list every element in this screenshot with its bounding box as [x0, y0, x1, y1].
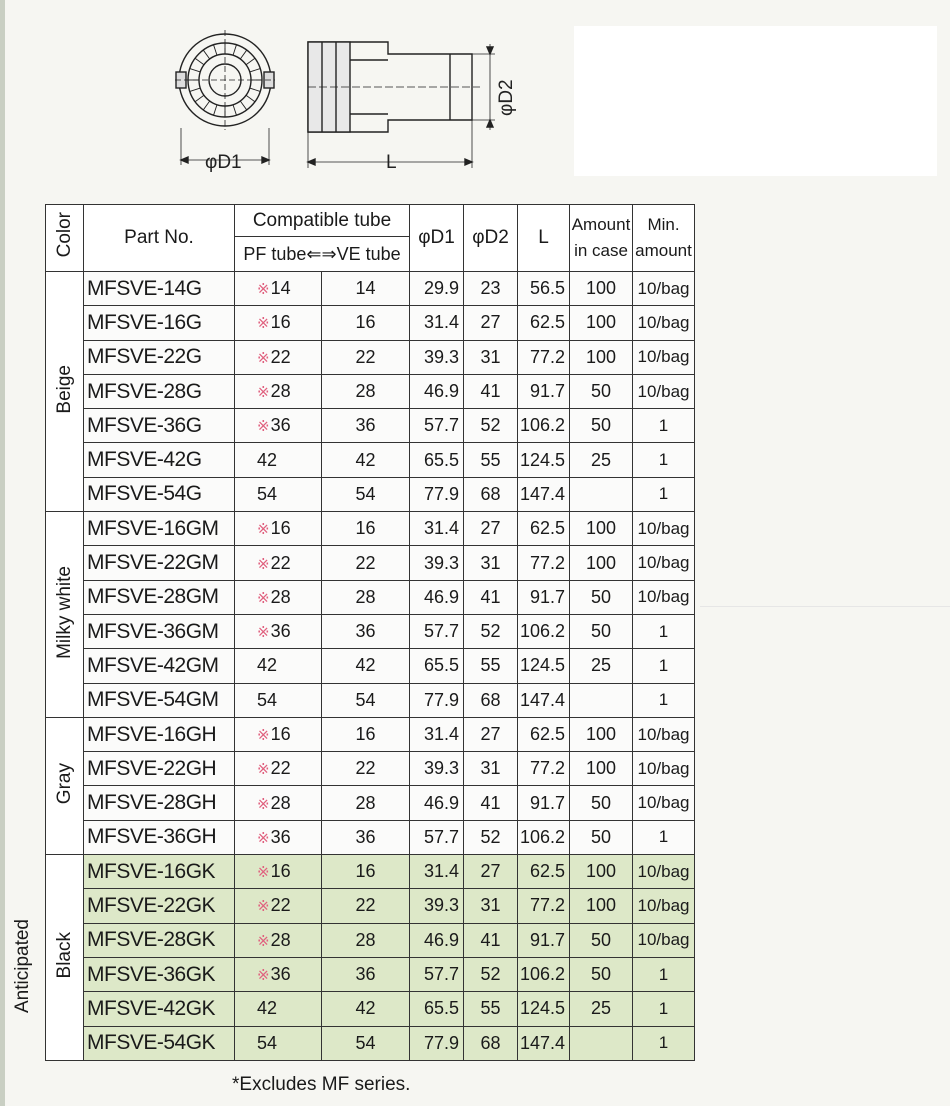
- l-cell: 77.2: [518, 340, 570, 374]
- d1-cell: 39.3: [410, 889, 464, 923]
- d2-cell: 41: [464, 580, 518, 614]
- l-cell: 124.5: [518, 992, 570, 1026]
- d1-cell: 57.7: [410, 409, 464, 443]
- min-amount-cell: 10/bag: [633, 512, 695, 546]
- part-number-cell: MFSVE-22GH: [84, 752, 235, 786]
- excluded-mark: ※: [257, 589, 270, 607]
- table-row: [46, 820, 695, 854]
- d1-cell: 29.9: [410, 272, 464, 306]
- table-row: [46, 957, 695, 991]
- min-amount-cell: 1: [633, 683, 695, 717]
- color-group-label: Beige: [46, 272, 84, 512]
- ve-tube-cell: 28: [322, 580, 410, 614]
- excluded-mark: ※: [257, 521, 270, 539]
- table-row: [46, 683, 695, 717]
- pf-tube-value: 54: [257, 483, 278, 504]
- pf-tube-value: 42: [257, 449, 278, 470]
- product-drawing: [150, 20, 530, 180]
- ve-tube-cell: 36: [322, 614, 410, 648]
- table-row: [46, 752, 695, 786]
- ve-tube-cell: 16: [322, 855, 410, 889]
- amount-in-case-cell: 50: [570, 923, 633, 957]
- d1-cell: 31.4: [410, 306, 464, 340]
- d2-cell: 68: [464, 477, 518, 511]
- min-amount-cell: 10/bag: [633, 855, 695, 889]
- excluded-mark: ※: [257, 624, 270, 642]
- d1-cell: 39.3: [410, 546, 464, 580]
- l-cell: 62.5: [518, 717, 570, 751]
- table-row: [46, 340, 695, 374]
- d2-cell: 41: [464, 923, 518, 957]
- d1-dimension-label: φD1: [205, 152, 242, 173]
- min-amount-cell: 10/bag: [633, 546, 695, 580]
- min-amount-cell: 10/bag: [633, 272, 695, 306]
- pf-tube-cell: [235, 649, 322, 683]
- ve-tube-cell: 42: [322, 649, 410, 683]
- l-cell: 91.7: [518, 374, 570, 408]
- amount-in-case-cell: 100: [570, 340, 633, 374]
- ve-tube-cell: 16: [322, 512, 410, 546]
- part-number-cell: MFSVE-22G: [84, 340, 235, 374]
- excluded-mark: ※: [257, 829, 270, 847]
- min-amount-cell: 10/bag: [633, 340, 695, 374]
- d1-cell: 46.9: [410, 374, 464, 408]
- pf-tube-cell: [235, 477, 322, 511]
- amount-in-case-cell: 100: [570, 306, 633, 340]
- ve-tube-cell: 22: [322, 752, 410, 786]
- spec-table: [45, 204, 695, 1061]
- amount-in-case-cell: 100: [570, 889, 633, 923]
- table-row: [46, 580, 695, 614]
- min-amount-cell: 10/bag: [633, 923, 695, 957]
- d1-cell: 77.9: [410, 1026, 464, 1060]
- min-amount-cell: 1: [633, 820, 695, 854]
- amount-in-case-cell: 50: [570, 957, 633, 991]
- pf-tube-cell: [235, 306, 322, 340]
- part-number-cell: MFSVE-36GK: [84, 957, 235, 991]
- l-cell: 91.7: [518, 580, 570, 614]
- pf-tube-value: 28: [270, 929, 291, 950]
- amount-in-case-cell: 100: [570, 546, 633, 580]
- excluded-mark: ※: [257, 761, 270, 779]
- l-cell: 62.5: [518, 512, 570, 546]
- d1-cell: 39.3: [410, 752, 464, 786]
- pf-tube-cell: [235, 1026, 322, 1060]
- header-d2: φD2: [464, 205, 518, 272]
- header-min-amount: Min. amount: [633, 205, 695, 272]
- pf-tube-cell: [235, 957, 322, 991]
- table-row: [46, 409, 695, 443]
- d2-dimension-label: φD2: [496, 79, 517, 116]
- l-cell: 62.5: [518, 855, 570, 889]
- part-number-cell: MFSVE-14G: [84, 272, 235, 306]
- header-row: [46, 205, 695, 237]
- amount-in-case-cell: 50: [570, 786, 633, 820]
- pf-tube-cell: [235, 340, 322, 374]
- ve-tube-cell: 42: [322, 992, 410, 1026]
- anticipated-label: Anticipated: [12, 918, 33, 1013]
- amount-in-case-cell: 25: [570, 649, 633, 683]
- d2-cell: 52: [464, 820, 518, 854]
- l-cell: 106.2: [518, 957, 570, 991]
- ve-tube-cell: 14: [322, 272, 410, 306]
- table-row: [46, 443, 695, 477]
- part-number-cell: MFSVE-36GH: [84, 820, 235, 854]
- d2-cell: 55: [464, 649, 518, 683]
- d2-cell: 31: [464, 752, 518, 786]
- d2-cell: 52: [464, 957, 518, 991]
- amount-in-case-cell: [570, 683, 633, 717]
- table-row: [46, 512, 695, 546]
- min-amount-cell: 1: [633, 992, 695, 1026]
- excluded-mark: ※: [257, 281, 270, 299]
- l-cell: 62.5: [518, 306, 570, 340]
- part-number-cell: MFSVE-36G: [84, 409, 235, 443]
- amount-in-case-cell: [570, 477, 633, 511]
- d2-cell: 41: [464, 786, 518, 820]
- color-group-label: Milky white: [46, 512, 84, 718]
- pf-tube-value: 36: [270, 826, 291, 847]
- pf-tube-cell: [235, 409, 322, 443]
- pf-tube-cell: [235, 614, 322, 648]
- min-amount-cell: 10/bag: [633, 374, 695, 408]
- ve-tube-cell: 36: [322, 820, 410, 854]
- l-cell: 106.2: [518, 820, 570, 854]
- excluded-mark: ※: [257, 349, 270, 367]
- part-number-cell: MFSVE-54G: [84, 477, 235, 511]
- excluded-mark: ※: [257, 555, 270, 573]
- part-number-cell: MFSVE-22GM: [84, 546, 235, 580]
- l-cell: 124.5: [518, 649, 570, 683]
- pf-tube-cell: [235, 752, 322, 786]
- ve-tube-cell: 54: [322, 1026, 410, 1060]
- header-pf-ve-tube: PF tube⇐⇒VE tube: [235, 237, 410, 272]
- table-row: [46, 786, 695, 820]
- min-amount-cell: 1: [633, 614, 695, 648]
- part-number-cell: MFSVE-16GH: [84, 717, 235, 751]
- table-row: [46, 649, 695, 683]
- pf-tube-cell: [235, 272, 322, 306]
- d1-cell: 31.4: [410, 855, 464, 889]
- ve-tube-cell: 42: [322, 443, 410, 477]
- d2-cell: 27: [464, 717, 518, 751]
- color-group-label: Gray: [46, 717, 84, 854]
- d2-cell: 52: [464, 409, 518, 443]
- d2-cell: 31: [464, 340, 518, 374]
- color-group-label: Black: [46, 855, 84, 1061]
- ve-tube-cell: 28: [322, 374, 410, 408]
- d2-cell: 27: [464, 306, 518, 340]
- ve-tube-cell: 36: [322, 957, 410, 991]
- header-compatible-tube: Compatible tube: [235, 205, 410, 237]
- d1-cell: 57.7: [410, 820, 464, 854]
- part-number-cell: MFSVE-36GM: [84, 614, 235, 648]
- header-l: L: [518, 205, 570, 272]
- end-view-drawing: [175, 30, 275, 165]
- ve-tube-cell: 22: [322, 340, 410, 374]
- pf-tube-value: 16: [270, 861, 291, 882]
- d1-cell: 39.3: [410, 340, 464, 374]
- ve-tube-cell: 54: [322, 683, 410, 717]
- excluded-mark: ※: [257, 418, 270, 436]
- d1-cell: 46.9: [410, 923, 464, 957]
- part-number-cell: MFSVE-22GK: [84, 889, 235, 923]
- pf-tube-value: 42: [257, 998, 278, 1019]
- pf-tube-value: 16: [270, 518, 291, 539]
- table-row: [46, 272, 695, 306]
- spec-table-body: [46, 272, 695, 1061]
- pf-tube-value: 22: [270, 346, 291, 367]
- min-amount-cell: 1: [633, 649, 695, 683]
- pf-tube-cell: [235, 443, 322, 477]
- d2-cell: 31: [464, 889, 518, 923]
- l-cell: 147.4: [518, 477, 570, 511]
- part-number-cell: MFSVE-16GK: [84, 855, 235, 889]
- amount-in-case-cell: 50: [570, 374, 633, 408]
- part-number-cell: MFSVE-28GH: [84, 786, 235, 820]
- pf-tube-value: 54: [257, 1032, 278, 1053]
- footnote: *Excludes MF series.: [232, 1074, 411, 1095]
- min-amount-cell: 10/bag: [633, 786, 695, 820]
- ve-tube-cell: 16: [322, 306, 410, 340]
- d1-cell: 57.7: [410, 957, 464, 991]
- d2-cell: 31: [464, 546, 518, 580]
- excluded-mark: ※: [257, 898, 270, 916]
- excluded-mark: ※: [257, 932, 270, 950]
- part-number-cell: MFSVE-16GM: [84, 512, 235, 546]
- l-cell: 124.5: [518, 443, 570, 477]
- table-row: [46, 306, 695, 340]
- table-row: [46, 717, 695, 751]
- excluded-mark: ※: [257, 315, 270, 333]
- ve-tube-cell: 22: [322, 546, 410, 580]
- pf-tube-cell: [235, 820, 322, 854]
- d2-cell: 23: [464, 272, 518, 306]
- d2-cell: 41: [464, 374, 518, 408]
- pf-tube-value: 22: [270, 758, 291, 779]
- min-amount-cell: 10/bag: [633, 306, 695, 340]
- l-cell: 147.4: [518, 683, 570, 717]
- part-number-cell: MFSVE-28G: [84, 374, 235, 408]
- min-amount-cell: 1: [633, 409, 695, 443]
- ve-tube-cell: 22: [322, 889, 410, 923]
- pf-tube-cell: [235, 683, 322, 717]
- pf-tube-cell: [235, 923, 322, 957]
- pf-tube-cell: [235, 855, 322, 889]
- min-amount-cell: 1: [633, 957, 695, 991]
- d2-cell: 52: [464, 614, 518, 648]
- excluded-mark: ※: [257, 795, 270, 813]
- pf-tube-cell: [235, 546, 322, 580]
- part-number-cell: MFSVE-42GK: [84, 992, 235, 1026]
- part-number-cell: MFSVE-54GM: [84, 683, 235, 717]
- header-part-no: Part No.: [84, 205, 235, 272]
- d1-cell: 65.5: [410, 443, 464, 477]
- amount-in-case-cell: 50: [570, 580, 633, 614]
- excluded-mark: ※: [257, 727, 270, 744]
- ve-tube-cell: 54: [322, 477, 410, 511]
- d1-cell: 46.9: [410, 580, 464, 614]
- amount-in-case-cell: 100: [570, 752, 633, 786]
- d2-cell: 68: [464, 1026, 518, 1060]
- side-view-drawing: [308, 42, 495, 168]
- d1-cell: 31.4: [410, 512, 464, 546]
- header-d1: φD1: [410, 205, 464, 272]
- min-amount-cell: 10/bag: [633, 717, 695, 751]
- pf-tube-value: 22: [270, 552, 291, 573]
- blank-panel: [574, 26, 937, 176]
- part-number-cell: MFSVE-28GM: [84, 580, 235, 614]
- d2-cell: 68: [464, 683, 518, 717]
- d2-cell: 55: [464, 992, 518, 1026]
- min-amount-cell: 10/bag: [633, 752, 695, 786]
- pf-tube-cell: [235, 786, 322, 820]
- table-row: [46, 614, 695, 648]
- ve-tube-cell: 28: [322, 786, 410, 820]
- table-row: [46, 855, 695, 889]
- page-edge-stripe: [0, 0, 5, 1106]
- ve-tube-cell: 16: [322, 717, 410, 751]
- l-cell: 77.2: [518, 889, 570, 923]
- table-row: [46, 374, 695, 408]
- pf-tube-value: 28: [270, 792, 291, 813]
- header-color: Color: [46, 205, 84, 272]
- excluded-mark: ※: [257, 864, 270, 882]
- table-row: [46, 889, 695, 923]
- part-number-cell: MFSVE-42GM: [84, 649, 235, 683]
- amount-in-case-cell: 100: [570, 855, 633, 889]
- l-cell: 91.7: [518, 923, 570, 957]
- table-row: [46, 477, 695, 511]
- excluded-mark: ※: [257, 384, 270, 402]
- amount-in-case-cell: [570, 1026, 633, 1060]
- table-row: [46, 992, 695, 1026]
- min-amount-cell: 10/bag: [633, 889, 695, 923]
- l-cell: 56.5: [518, 272, 570, 306]
- pf-tube-cell: [235, 580, 322, 614]
- l-cell: 106.2: [518, 409, 570, 443]
- min-amount-cell: 1: [633, 477, 695, 511]
- min-amount-cell: 1: [633, 1026, 695, 1060]
- table-row: [46, 923, 695, 957]
- part-number-cell: MFSVE-16G: [84, 306, 235, 340]
- d1-cell: 77.9: [410, 683, 464, 717]
- d1-cell: 57.7: [410, 614, 464, 648]
- amount-in-case-cell: 25: [570, 992, 633, 1026]
- pf-tube-value: 28: [270, 381, 291, 402]
- pf-tube-value: 16: [270, 312, 291, 333]
- pf-tube-value: 54: [257, 689, 278, 710]
- pf-tube-cell: [235, 374, 322, 408]
- pf-tube-value: 42: [257, 655, 278, 676]
- pf-tube-cell: [235, 889, 322, 923]
- amount-in-case-cell: 100: [570, 272, 633, 306]
- pf-tube-cell: [235, 512, 322, 546]
- amount-in-case-cell: 100: [570, 717, 633, 751]
- d2-cell: 27: [464, 512, 518, 546]
- l-cell: 77.2: [518, 546, 570, 580]
- min-amount-cell: 10/bag: [633, 580, 695, 614]
- pf-tube-value: 28: [270, 586, 291, 607]
- l-cell: 106.2: [518, 614, 570, 648]
- pf-tube-value: 14: [270, 278, 291, 299]
- divider-line: [700, 606, 950, 607]
- d1-cell: 46.9: [410, 786, 464, 820]
- amount-in-case-cell: 50: [570, 409, 633, 443]
- pf-tube-value: 36: [270, 621, 291, 642]
- d1-cell: 65.5: [410, 992, 464, 1026]
- pf-tube-value: 22: [270, 895, 291, 916]
- pf-tube-cell: [235, 717, 322, 751]
- table-row: [46, 1026, 695, 1060]
- amount-in-case-cell: 25: [570, 443, 633, 477]
- d2-cell: 27: [464, 855, 518, 889]
- ve-tube-cell: 36: [322, 409, 410, 443]
- pf-tube-cell: [235, 992, 322, 1026]
- excluded-mark: ※: [257, 967, 270, 985]
- amount-in-case-cell: 100: [570, 512, 633, 546]
- table-row: [46, 546, 695, 580]
- header-amount-in-case: Amount in case: [570, 205, 633, 272]
- d1-cell: 31.4: [410, 717, 464, 751]
- amount-in-case-cell: 50: [570, 820, 633, 854]
- l-cell: 91.7: [518, 786, 570, 820]
- pf-tube-value: 16: [270, 724, 291, 744]
- part-number-cell: MFSVE-42G: [84, 443, 235, 477]
- pf-tube-value: 36: [270, 415, 291, 436]
- l-dimension-label: L: [386, 152, 397, 173]
- l-cell: 77.2: [518, 752, 570, 786]
- d1-cell: 77.9: [410, 477, 464, 511]
- part-number-cell: MFSVE-54GK: [84, 1026, 235, 1060]
- l-cell: 147.4: [518, 1026, 570, 1060]
- ve-tube-cell: 28: [322, 923, 410, 957]
- part-number-cell: MFSVE-28GK: [84, 923, 235, 957]
- d2-cell: 55: [464, 443, 518, 477]
- amount-in-case-cell: 50: [570, 614, 633, 648]
- d1-cell: 65.5: [410, 649, 464, 683]
- min-amount-cell: 1: [633, 443, 695, 477]
- pf-tube-value: 36: [270, 964, 291, 985]
